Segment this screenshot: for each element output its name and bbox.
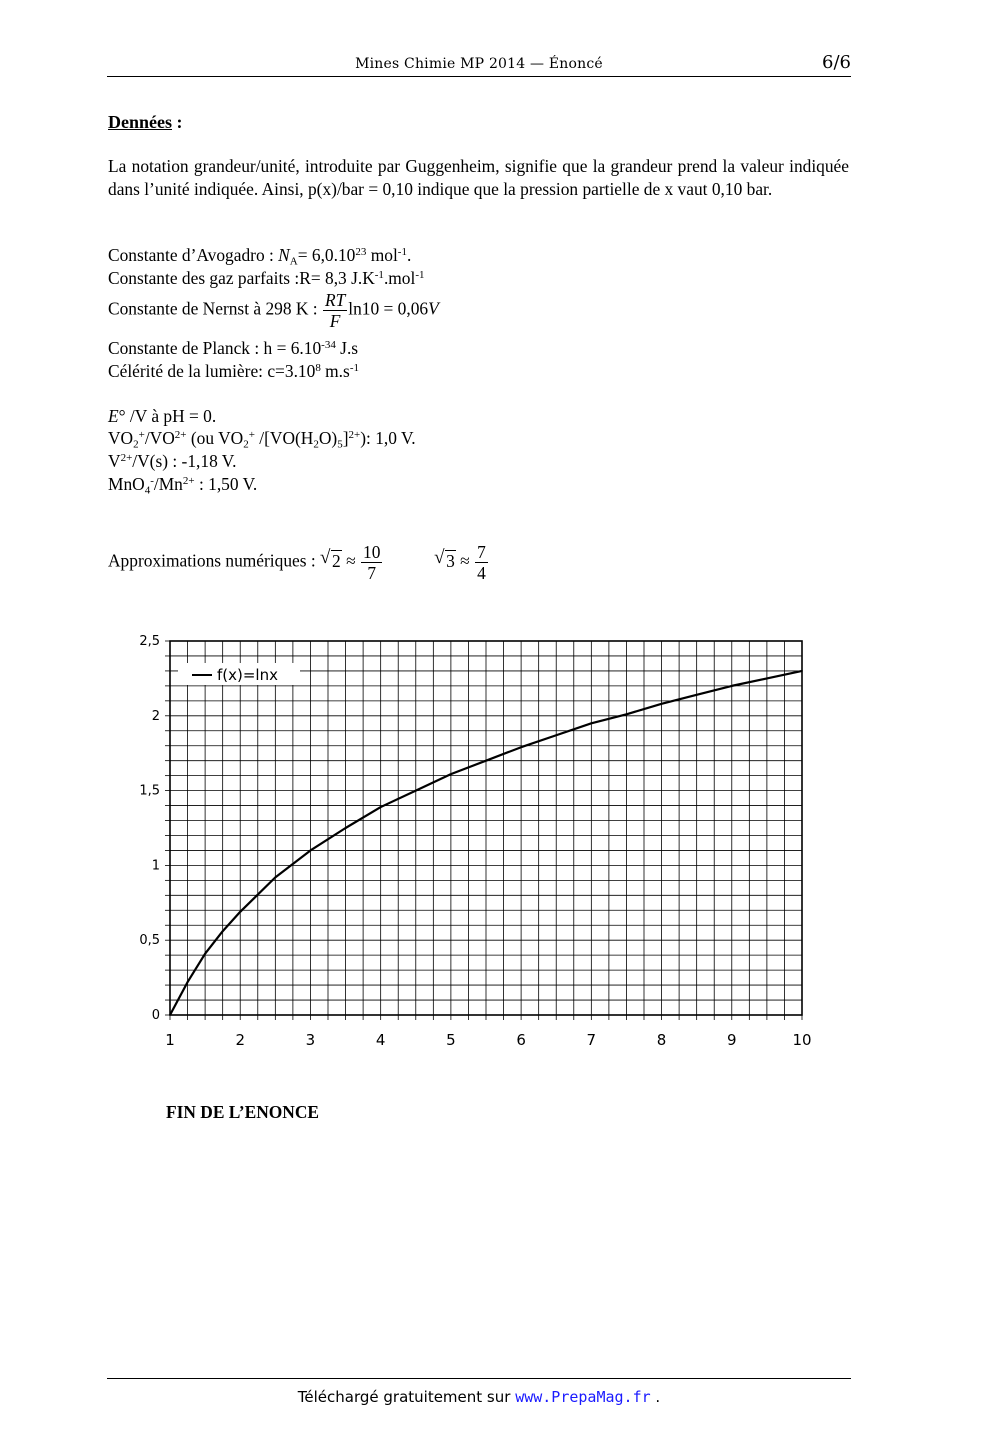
data-point xyxy=(450,773,452,775)
y-tick-label: 1 xyxy=(151,858,160,874)
potential-heading xyxy=(108,406,216,427)
avogadro-symbol: N xyxy=(278,245,290,265)
mno4-a-sub: 4 xyxy=(144,484,151,497)
approximations xyxy=(108,542,489,583)
sqrt3-approx: ≈ xyxy=(455,550,475,571)
y-tick-label: 0 xyxy=(151,1008,160,1023)
mno4-b-sup: 2+ xyxy=(182,474,195,487)
nernst-fraction xyxy=(323,290,347,331)
x-tick-label: 5 xyxy=(446,1031,456,1049)
avogadro-end: . xyxy=(406,245,412,265)
approx-label: Approximations numériques : xyxy=(108,550,321,571)
gas-exp1: -1 xyxy=(374,268,384,281)
data-point xyxy=(204,953,206,955)
data-point xyxy=(766,678,768,680)
page-header xyxy=(107,52,851,77)
gas-constant xyxy=(108,268,425,289)
vo2-a-sup: + xyxy=(138,428,145,441)
vo2-a-sub: 2 xyxy=(133,438,139,451)
sqrt3-radicand: 3 xyxy=(446,550,455,571)
sqrt2-approx: ≈ xyxy=(341,550,360,571)
y-tick-label: 1,5 xyxy=(139,783,160,799)
nernst-num: RT xyxy=(324,290,346,310)
sqrt3 xyxy=(434,546,456,572)
x-tick-label: 1 xyxy=(165,1031,175,1049)
x-tick-label: 2 xyxy=(235,1031,245,1049)
nernst-value: ln10 = 0,06 xyxy=(348,298,429,319)
planck-unit: J.s xyxy=(335,338,359,358)
avogadro-constant xyxy=(108,245,411,266)
nernst-label: Constante de Nernst à 298 K : xyxy=(108,298,322,319)
y-tick-label: 2 xyxy=(151,708,160,724)
data-point xyxy=(801,670,803,672)
potential-vo2 xyxy=(108,428,416,449)
potential-heading-text: ° /V à pH = 0. xyxy=(118,406,217,426)
vo2-d: /[VO(H xyxy=(254,428,314,448)
sqrt2 xyxy=(320,546,342,572)
nernst-den: F xyxy=(329,311,341,331)
x-tick-label: 10 xyxy=(792,1031,812,1049)
mno4-c: : 1,50 V. xyxy=(194,474,258,494)
sqrt2-num: 10 xyxy=(363,542,381,562)
mno4-a-sup: - xyxy=(150,474,154,487)
data-point xyxy=(661,703,663,705)
light-exp: 8 xyxy=(315,361,321,374)
mno4-a: MnO xyxy=(108,474,145,494)
radical-icon: √ xyxy=(434,546,445,568)
section-title xyxy=(108,112,183,133)
data-point xyxy=(239,911,241,913)
intro-paragraph: La notation grandeur/unité, introduite par Guggenheim, signifie que la grandeur prend la valeur indiquée dans l’unité indiquée. Ainsi, p(x)/bar = 0,10 indique que la pression partielle de x vaut 0,10 bar. xyxy=(108,156,849,199)
page-footer xyxy=(107,1378,851,1406)
avogadro-unit-exp: -1 xyxy=(397,245,407,258)
vo2-c-sub: 2 xyxy=(243,438,249,451)
vo2-c: (ou VO xyxy=(186,428,244,448)
x-tick-label: 8 xyxy=(656,1031,667,1049)
y-tick-label: 0,5 xyxy=(139,933,160,949)
data-point xyxy=(731,685,733,687)
nernst-constant xyxy=(108,290,439,331)
v-a-sup: 2+ xyxy=(120,451,133,464)
potential-v xyxy=(108,451,236,472)
sqrt3-fraction xyxy=(475,542,488,583)
section-title-colon: : xyxy=(172,112,183,132)
data-point xyxy=(520,746,522,748)
potential-symbol: E xyxy=(108,406,119,426)
x-tick-label: 9 xyxy=(727,1031,737,1049)
header-title: Mines Chimie MP 2014 — Énoncé xyxy=(355,56,603,72)
data-point xyxy=(555,734,557,736)
sqrt3-den: 4 xyxy=(477,563,486,583)
footer-end: . xyxy=(650,1388,661,1406)
data-point xyxy=(169,1014,171,1016)
ln-chart xyxy=(125,625,825,1060)
sqrt3-num: 7 xyxy=(477,542,486,562)
gas-label: Constante des gaz parfaits :R= 8,3 J.K xyxy=(108,268,375,288)
section-title-text: Dennées xyxy=(108,112,172,132)
mno4-b: /Mn xyxy=(153,474,183,494)
x-tick-label: 6 xyxy=(516,1031,526,1049)
footer-link[interactable]: www.PrepaMag.fr xyxy=(515,1388,651,1406)
data-point xyxy=(222,930,224,932)
x-tick-label: 3 xyxy=(305,1031,316,1049)
data-point xyxy=(415,790,417,792)
gas-mid: .mol xyxy=(383,268,416,288)
v-a: V xyxy=(108,451,121,471)
sqrt2-fraction xyxy=(361,542,382,583)
avogadro-label: Constante d’Avogadro : xyxy=(108,245,279,265)
nernst-unit: V xyxy=(428,298,439,319)
light-unit: m.s xyxy=(320,361,350,381)
vo2-f: ] xyxy=(342,428,349,448)
light-label: Célérité de la lumière: c=3.10 xyxy=(108,361,316,381)
page-number: 6/6 xyxy=(822,52,851,73)
vo2-b: /VO xyxy=(144,428,175,448)
planck-label: Constante de Planck : h = 6.10 xyxy=(108,338,322,358)
light-speed xyxy=(108,361,359,382)
planck-constant xyxy=(108,338,358,359)
potential-mno4 xyxy=(108,474,257,495)
data-point xyxy=(485,760,487,762)
avogadro-exp: 23 xyxy=(355,245,367,258)
data-point xyxy=(275,877,277,879)
end-of-statement: FIN DE L’ENONCE xyxy=(166,1102,319,1122)
footer-text: Téléchargé gratuitement sur xyxy=(297,1388,516,1406)
x-tick-label: 4 xyxy=(375,1031,386,1049)
legend-label: f(x)=lnx xyxy=(217,666,278,684)
sqrt2-den: 7 xyxy=(367,563,377,583)
vo2-d-sub: 2 xyxy=(313,438,319,451)
y-tick-label: 2,5 xyxy=(139,634,160,649)
x-tick-label: 7 xyxy=(586,1031,597,1049)
avogadro-sub: A xyxy=(289,255,298,268)
gas-exp2: -1 xyxy=(415,268,425,281)
vo2-f-sup: 2+ xyxy=(348,428,361,441)
data-point xyxy=(626,714,628,716)
data-point xyxy=(696,694,698,696)
vo2-g: ): 1,0 V. xyxy=(360,428,416,448)
data-point xyxy=(310,850,312,852)
vo2-e-sub: 5 xyxy=(337,438,343,451)
avogadro-value: = 6,0.10 xyxy=(297,245,356,265)
sqrt2-radicand: 2 xyxy=(332,550,341,571)
data-point xyxy=(187,981,189,983)
planck-exp: -34 xyxy=(321,338,336,351)
data-point xyxy=(380,806,382,808)
avogadro-unit: mol xyxy=(366,245,398,265)
vo2-a: VO xyxy=(108,428,134,448)
data-point xyxy=(591,722,593,724)
vo2-c-sup: + xyxy=(248,428,255,441)
v-b: /V(s) : -1,18 V. xyxy=(132,451,237,471)
data-point xyxy=(345,827,347,829)
vo2-e: O) xyxy=(318,428,338,448)
radical-icon: √ xyxy=(320,546,331,568)
light-unit-exp: -1 xyxy=(349,361,359,374)
vo2-b-sup: 2+ xyxy=(174,428,187,441)
